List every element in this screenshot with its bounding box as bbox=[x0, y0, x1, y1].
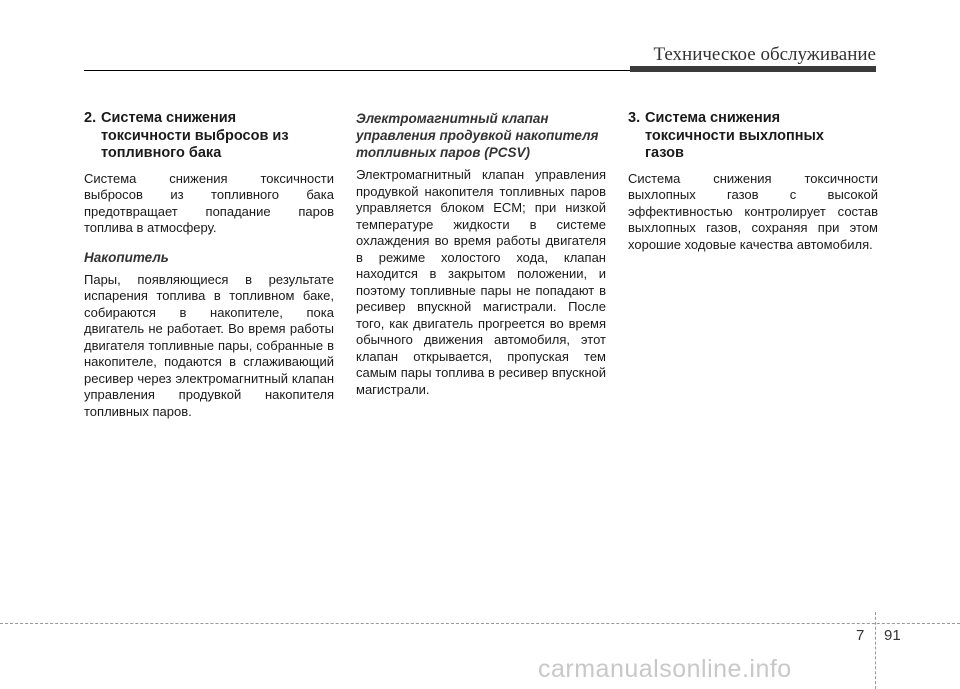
section-title-line1: Система снижения bbox=[101, 110, 237, 126]
section-3-body: Система снижения токсичности выхлопных газов с высокой эффективностью контролирует состав выхлопных газов, сохраняя при этом хорошие ходовые качества автомобиля. bbox=[628, 170, 878, 252]
section-number: 2. bbox=[84, 110, 97, 126]
page-number: 91 bbox=[884, 627, 901, 644]
chapter-number: 7 bbox=[856, 627, 865, 644]
header-rule-thin bbox=[84, 70, 632, 71]
section-2-intro: Система снижения токсичности выбросов из топливного бака предотвращает попадание паров топлива в атмосферу. bbox=[84, 170, 334, 235]
column-1 bbox=[84, 110, 334, 432]
canister-subheading: Накопитель bbox=[84, 249, 169, 265]
pcsv-body: Электромагнитный клапан управления продувкой накопителя топливных паров управляется блоком ECM; при низкой температуре жидкости в системе охлаждения во время работы двигателя в режиме холостого хода, клапан находится в закрытом положении, и поэтому топливные пары не попадают в ресивер впускной магистрали. После того, как двигатель прогреется во время обычного движения автомобиля, этот клапан открывается, пропуская тем самым пары топлива в ресивер впускной магистрали. bbox=[356, 167, 606, 397]
column-3 bbox=[628, 110, 878, 265]
pcsv-subheading-line3: топливных паров (PCSV) bbox=[356, 145, 530, 160]
column-2 bbox=[356, 110, 606, 410]
header-rule-thick bbox=[630, 66, 876, 72]
section-number: 3. bbox=[628, 110, 641, 126]
section-2-heading bbox=[84, 110, 334, 163]
pcsv-subheading bbox=[356, 110, 606, 161]
pcsv-subheading-line2: управления продувкой накопителя bbox=[356, 128, 599, 143]
section-title-line2: токсичности выбросов из bbox=[101, 127, 289, 144]
canister-body: Пары, появляющиеся в результате испарения топлива в топливном баке, собираются в накопителе, пока двигатель не работает. Во время работы двигателя топливные пары, собранные в накопителе, подаются в сглаживающий ресивер через электромагнитный клапан управления продувкой накопителя топливных паров. bbox=[84, 271, 334, 419]
footer-rule bbox=[0, 623, 960, 624]
section-3-heading bbox=[628, 110, 878, 163]
pcsv-subheading-line1: Электромагнитный клапан bbox=[356, 111, 549, 126]
watermark-text: carmanualsonline.info bbox=[538, 655, 792, 683]
section-title-line3: топливного бака bbox=[101, 145, 222, 161]
section-title-line3: газов bbox=[645, 145, 684, 161]
page-header-title: Техническое обслуживание bbox=[653, 44, 876, 65]
section-title-line2: токсичности выхлопных bbox=[645, 127, 824, 144]
section-title-line1: Система снижения bbox=[645, 110, 781, 126]
page-number-divider bbox=[875, 612, 877, 689]
